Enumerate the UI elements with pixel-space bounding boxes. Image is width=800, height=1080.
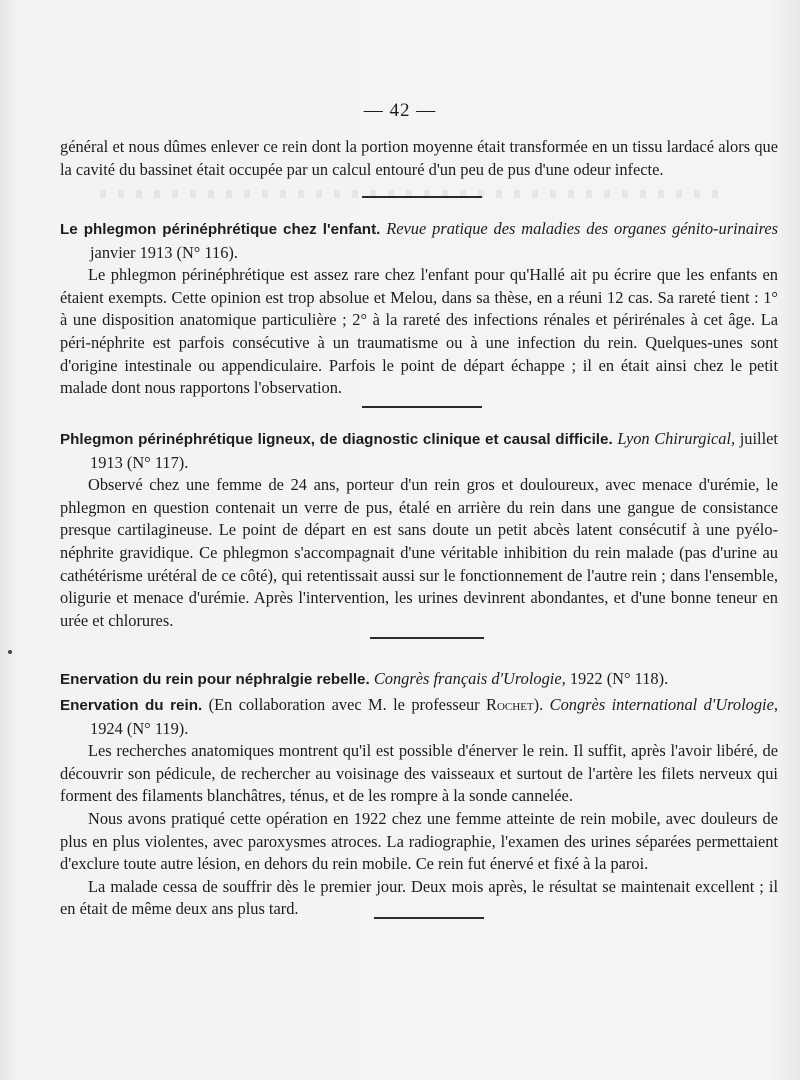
section-heading — [60, 428, 778, 474]
section-divider — [374, 917, 484, 919]
article-reference: 1924 (N° 119). — [90, 718, 189, 738]
section-child-phlegmon — [60, 218, 778, 400]
journal-name: Congrès international d'Urologie, — [549, 695, 778, 714]
section-body: La malade cessa de souffrir dès le premier jour. Deux mois après, le résultat se maintenait excellent ; il en était de même deux ans plus tard. — [60, 876, 778, 919]
section-divider — [362, 406, 482, 408]
intro-text: général et nous dûmes enlever ce rein dont la portion moyenne était transformée en un tissu lardacé alors que la cavité du bassinet était occupée par un calcul entouré d'un peu de pus d'une odeur infecte. — [60, 137, 778, 179]
section-body: Les recherches anatomiques montrent qu'il est possible d'énerver le rein. Il suffit, après l'avoir libéré, de découvrir son pédicule, de rechercher au voisinage des vaisseaux et surtout de l'artère les filets nerveux qui forment des filaments blanchâtres, ténus, et de les rompre à la sonde cannelée. — [60, 741, 778, 806]
section-ligneous-phlegmon — [60, 428, 778, 632]
article-reference: 1922 (N° 118). — [569, 669, 669, 688]
section-divider — [362, 196, 482, 198]
journal-name: Congrès français d'Urologie, — [373, 669, 566, 688]
intro-paragraph — [60, 136, 778, 181]
section-body: Nous avons pratiqué cette opération en 1922 chez une femme atteinte de rein mobile, avec douleurs de plus en plus violentes, avec paroxysmes atroces. La radiographie, l'examen des urines séparées permettaient d'exclure toute autre lésion, en dehors du rein mobile. Ce rein fut énervé et fixé à la paroi. — [60, 808, 778, 874]
collaboration-note: (En collaboration avec M. le professeur — [208, 695, 480, 714]
article-title: Enervation du rein. — [60, 697, 203, 714]
journal-name: Lyon Chirurgical, — [617, 429, 736, 448]
article-title: Phlegmon périnéphrétique ligneux, de diagnostic clinique et causal difficile. — [60, 431, 613, 448]
section-body: Le phlegmon périnéphrétique est assez rare chez l'enfant pour qu'Hallé ait pu écrire que les enfants en étaient exempts. Cette opinion est trop absolue et Melou, dans sa thèse, en a réuni 12 cas. Sa rareté tient : 1° à une disposition anatomique particulière ; 2° à la rareté des infections rénales et périrénales à cet âge. La péri-néphrite est parfois consécutive à un traumatisme ou à une infection du rein. Quelques-unes sont d'origine intestinale ou appendiculaire. Parfois le point de départ échappe ; il en était ainsi chez le petit malade dont nous rapportons l'observation. — [60, 265, 778, 398]
collaborator-name: Rochet — [486, 695, 534, 714]
page-number: — 42 — — [363, 100, 437, 121]
journal-name: Revue pratique des maladies des organes génito-urinaires — [386, 219, 778, 238]
section-heading — [60, 668, 778, 692]
section-heading — [60, 694, 778, 740]
article-reference: juillet 1913 (N° 117). — [90, 429, 778, 472]
article-title: Enervation du rein pour néphralgie rebelle. — [60, 671, 370, 688]
section-divider — [370, 637, 484, 639]
article-reference: janvier 1913 (N° 116). — [90, 242, 238, 262]
section-body: Observé chez une femme de 24 ans, porteur d'un rein gros et douloureux, avec menace d'urémie, le phlegmon en question contenait un verre de pus, étalé en arrière du rein dans une gangue de consistance presque cartilagineuse. Le point de départ en est sans doute un petit abcès latent consécutif à une pyélo-néphrite gravidique. Ce phlegmon s'accompagnait d'une véritable inhibition du rein malade (pas d'urine au cathétérisme urétéral de ce côté), qui retentissait aussi sur le fonctionnement de l'autre rein ; dans l'ensemble, oligurie et menace d'urémie. Après l'intervention, les urines devinrent abondantes, et d'une bonne teneur en urée et chlorures. — [60, 475, 778, 630]
scan-speck — [8, 650, 12, 654]
collaboration-close: ). — [533, 695, 544, 714]
section-heading — [60, 218, 778, 264]
article-title: Le phlegmon périnéphrétique chez l'enfant. — [60, 221, 381, 238]
section-enervation-kidney — [60, 694, 778, 921]
section-enervation-nephralgia — [60, 668, 778, 692]
